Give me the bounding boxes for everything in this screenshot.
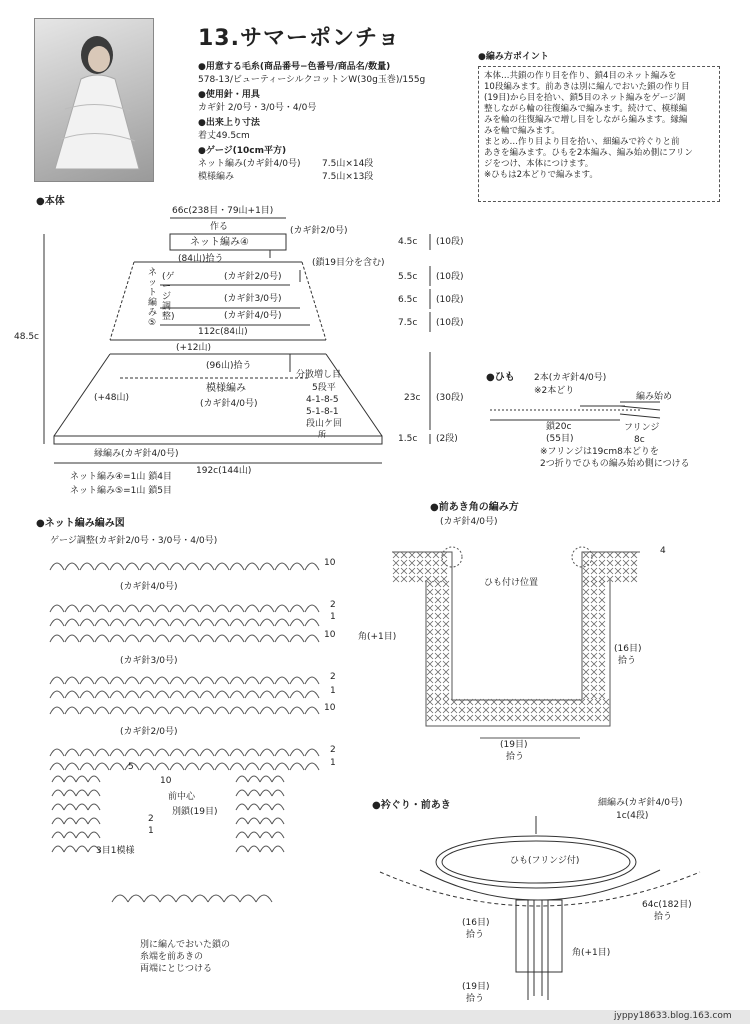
row-number: 1 xyxy=(330,612,336,622)
row-number: 2 xyxy=(330,600,336,610)
mid-width-dim: 112c(84山) xyxy=(198,327,248,337)
pick16b-label: 拾う xyxy=(618,656,637,666)
hooks-value: カギ針 2/0号・3/0号・4/0号 xyxy=(198,103,317,113)
repeat-label: 3目1模様 xyxy=(96,846,135,856)
row-number: 5 xyxy=(128,762,134,772)
row-number: 1 xyxy=(330,758,336,768)
fringe-length: 8c xyxy=(634,435,645,445)
split-inc-label: 分散増し目 xyxy=(296,370,342,380)
materials-heading: ●用意する毛糸(商品番号−色番号/商品名/数量) xyxy=(198,62,391,72)
neck-pick: 拾う xyxy=(654,912,673,922)
corner-heading: ●前あき角の編み方 xyxy=(430,502,519,513)
cord-double: ※2本どり xyxy=(534,386,575,396)
size-value: 着丈49.5cm xyxy=(198,131,250,141)
cord-note: ※フリンジは19cm8本どりを xyxy=(540,447,659,457)
model-silhouette-icon xyxy=(35,19,153,181)
pick96-label: (96山)拾う xyxy=(206,361,252,371)
hook-label: (カギ針2/0号) xyxy=(224,272,282,282)
row-number: 2 xyxy=(330,745,336,755)
page-title: 13.サマーポンチョ xyxy=(198,26,401,51)
cord-spec: 2本(カギ針4/0号) xyxy=(534,373,607,383)
materials-value: 578-13/ビューティーシルクコットンW(30g玉巻)/155g xyxy=(198,75,426,85)
net4-def: ネット編み④=1山 鎖4目 xyxy=(70,472,172,482)
row-number: 4 xyxy=(660,546,666,556)
inc-line: 段山ケ回 xyxy=(306,419,343,429)
points-box xyxy=(478,66,720,202)
pick19-label: (19目) xyxy=(500,740,528,750)
cord-heading: ●ひも xyxy=(486,372,515,383)
edge-label: 縁編み(カギ針4/0号) xyxy=(94,449,179,459)
body-heading: ●本体 xyxy=(36,196,65,207)
pattern-label: 模様編み xyxy=(206,383,246,394)
top-width-dim: 66c(238目・79山+1目) xyxy=(172,206,274,216)
hook-label: (カギ針4/0号) xyxy=(224,311,282,321)
inc-line: 所 xyxy=(318,430,326,439)
gauge-row-value: 7.5山×14段 xyxy=(322,159,374,169)
dim-rows: (30段) xyxy=(436,393,464,403)
net-hook-label: (カギ針3/0号) xyxy=(120,656,178,666)
pick19b-label: 拾う xyxy=(506,752,525,762)
dim-cm: 23c xyxy=(404,393,421,403)
dim-rows: (2段) xyxy=(436,434,458,444)
dim-cm: 1.5c xyxy=(398,434,418,444)
points-line: みを輪の往復編みで増し目をしながら編みます。縁編 xyxy=(484,115,688,125)
points-line: 10段編みます。前あきは別に編んでおいた鎖の作り目 xyxy=(484,82,690,92)
points-line: みを輪で編みます。 xyxy=(484,126,560,136)
gauge-row-label: ネット編み(カギ針4/0号) xyxy=(198,159,301,169)
front-center-label: 前中心 xyxy=(168,792,196,802)
plus48-label: (+48山) xyxy=(94,393,130,403)
inc-line: 5段平 xyxy=(312,383,336,393)
total-length-dim: 48.5c xyxy=(14,332,39,342)
attach-note: 糸端を前あきの xyxy=(140,952,204,962)
gauge-row-value: 7.5山×13段 xyxy=(322,172,374,182)
bottom-width-dim: 192c(144山) xyxy=(196,466,252,476)
hooks-heading: ●使用針・用具 xyxy=(198,90,260,100)
dim-rows: (10段) xyxy=(436,318,464,328)
net5-label: ネット編み⑤ xyxy=(148,268,158,328)
footer-watermark: jyppy18633.blog.163.com xyxy=(614,1011,732,1021)
cord-chain: 鎖20c xyxy=(546,422,572,432)
row-number: 10 xyxy=(160,776,172,786)
attach-note: 両端にとじつける xyxy=(140,964,213,974)
neck-heading: ●衿ぐり・前あき xyxy=(372,800,451,811)
row-number: 10 xyxy=(324,558,336,568)
row-number: 10 xyxy=(324,630,336,640)
net-hook-label: (カギ針4/0号) xyxy=(120,582,178,592)
size-heading: ●出来上り寸法 xyxy=(198,118,260,128)
cord-note: 2つ折りでひもの編み始め側につける xyxy=(540,459,690,469)
points-heading: ●編み方ポイント xyxy=(478,52,549,62)
neck-pick16b: 拾う xyxy=(466,930,485,940)
attach-note: 別に編んでおいた鎖の xyxy=(140,940,231,950)
dim-cm: 7.5c xyxy=(398,318,418,328)
row-number: 2 xyxy=(148,814,154,824)
net-chart-heading: ●ネット編み編み図 xyxy=(36,518,125,529)
gauge-adjust-label: (ゲージ調整) xyxy=(162,272,175,322)
points-line: まとめ…作り目より目を拾い、細編みで衿ぐりと前 xyxy=(484,137,680,147)
points-line: ※ひもは2本どりで編みます。 xyxy=(484,170,598,180)
fringe-label: フリンジ xyxy=(624,423,660,433)
pick84-label: (84山)拾う xyxy=(178,254,224,264)
dim-rows: (10段) xyxy=(436,237,464,247)
points-line: (19目)から目を拾い、鎖5目のネット編みをゲージ調 xyxy=(484,93,686,103)
corner-hook: (カギ針4/0号) xyxy=(440,517,498,527)
row-number: 1 xyxy=(148,826,154,836)
make-label: 作る xyxy=(210,222,229,232)
neck-cord-label: ひも(フリンジ付) xyxy=(510,856,580,866)
plus12-label: (+12山) xyxy=(176,343,212,353)
row-number: 2 xyxy=(330,672,336,682)
inc-line: 4-1-8-5 xyxy=(306,395,339,405)
cord-chain-count: (55目) xyxy=(546,434,574,444)
points-line: ジをつけ、本体につけます。 xyxy=(484,159,594,169)
gauge-row-label: 模様編み xyxy=(198,172,235,182)
dim-cm: 4.5c xyxy=(398,237,418,247)
neck-pick19b: 拾う xyxy=(466,994,485,1004)
dim-rows: (10段) xyxy=(436,295,464,305)
neck-dim: 64c(182目) xyxy=(642,900,692,910)
points-line: 本体…共鎖の作り目を作り、鎖4目のネット編みを xyxy=(484,71,677,81)
neck-pick19: (19目) xyxy=(462,982,490,992)
hook-label: (カギ針2/0号) xyxy=(290,226,348,236)
pick16-label: (16目) xyxy=(614,644,642,654)
pattern-hook-label: (カギ針4/0号) xyxy=(200,399,258,409)
dim-rows: (10段) xyxy=(436,272,464,282)
gauge-heading: ●ゲージ(10cm平方) xyxy=(198,146,287,156)
sep-chain-label: 別鎖(19目) xyxy=(172,807,218,817)
net-chart-gauge: ゲージ調整(カギ針2/0号・3/0号・4/0号) xyxy=(50,536,218,546)
net5-def: ネット編み⑤=1山 鎖5目 xyxy=(70,486,172,496)
model-photo xyxy=(34,18,154,182)
net4-label: ネット編み④ xyxy=(190,237,249,248)
dim-cm: 6.5c xyxy=(398,295,418,305)
neck-pick16: (16目) xyxy=(462,918,490,928)
net-hook-label: (カギ針2/0号) xyxy=(120,727,178,737)
chain19-label: (鎖19目分を含む) xyxy=(312,258,385,268)
row-number: 1 xyxy=(330,686,336,696)
dim-cm: 5.5c xyxy=(398,272,418,282)
neck-corner: 角(+1目) xyxy=(572,948,611,958)
hook-label: (カギ針3/0号) xyxy=(224,294,282,304)
neck-sc-dim: 1c(4段) xyxy=(616,811,649,821)
corner-label: 角(+1目) xyxy=(358,632,397,642)
cord-position-label: ひも付け位置 xyxy=(484,578,539,588)
points-line: 整しながら輪の往復編みで編みます。続けて、模様編 xyxy=(484,104,688,114)
row-number: 10 xyxy=(324,703,336,713)
points-line: あきを編みます。ひもを2本編み、編み始め側にフリン xyxy=(484,148,693,158)
neck-sc-label: 細編み(カギ針4/0号) xyxy=(598,798,683,808)
inc-line: 5-1-8-1 xyxy=(306,407,339,417)
cord-start: 編み始め xyxy=(636,392,673,402)
